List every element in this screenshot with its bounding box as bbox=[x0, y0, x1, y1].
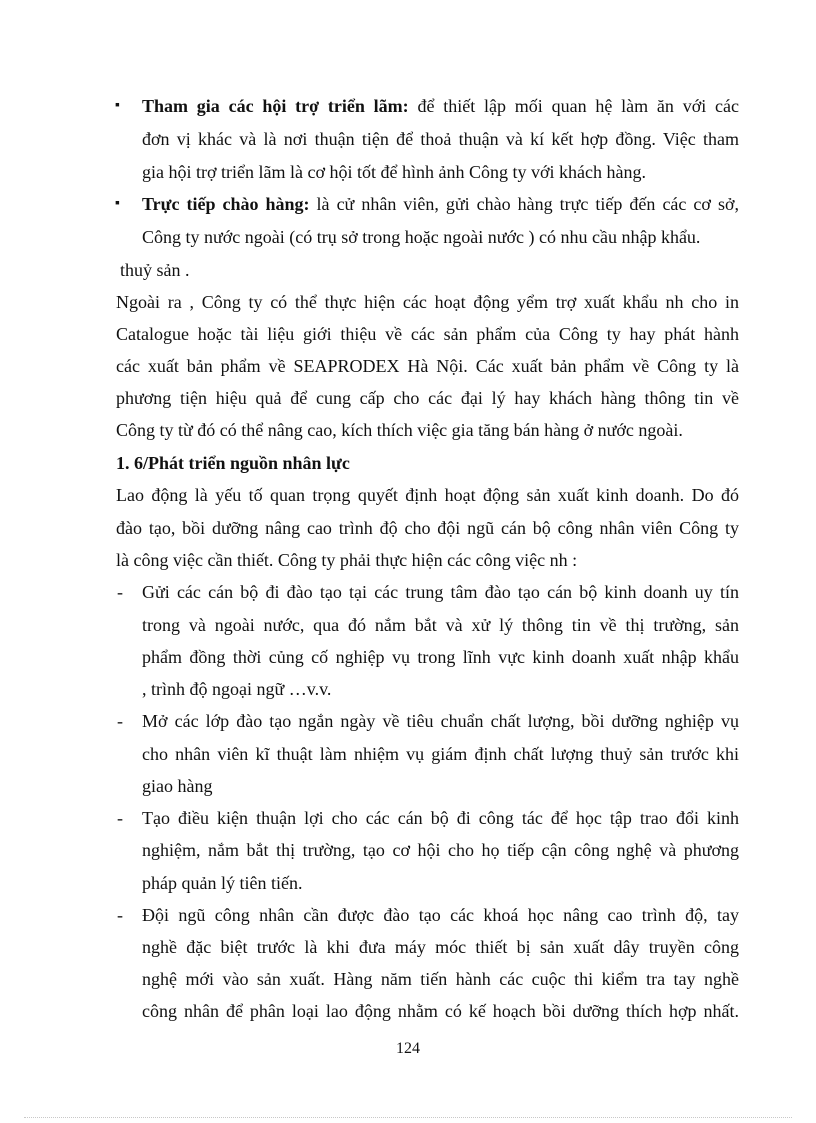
list-item-line: , trình độ ngoại ngữ …v.v. bbox=[142, 679, 332, 699]
dash-marker: - bbox=[117, 808, 123, 828]
list-item-line: cho nhân viên kĩ thuật làm nhiệm vụ giám định chất lượng thuỷ sản trước khi bbox=[142, 744, 739, 764]
section-heading: 1. 6/Phát triển nguồn nhân lực bbox=[116, 453, 350, 473]
bullet-line: gia hội trợ triển lãm là cơ hội tốt để hình ảnh Công ty với khách hàng. bbox=[142, 162, 646, 182]
list-item-line: Gửi các cán bộ đi đào tạo tại các trung tâm đào tạo cán bộ kinh doanh uy tín bbox=[142, 582, 739, 602]
list-item-line: giao hàng bbox=[142, 776, 213, 796]
paragraph-line: Lao động là yếu tố quan trọng quyết định hoạt động sản xuất kinh doanh. Do đó bbox=[116, 485, 739, 505]
paragraph-line: Công ty từ đó có thể nâng cao, kích thích việc gia tăng bán hàng ở nước ngoài. bbox=[116, 420, 683, 440]
list-item-line: Đội ngũ công nhân cần được đào tạo các khoá học nâng cao trình độ, tay bbox=[142, 905, 739, 925]
paragraph-line: là công việc cần thiết. Công ty phải thực hiện các công việc nh : bbox=[116, 550, 578, 570]
paragraph-line: các xuất bản phẩm về SEAPRODEX Hà Nội. Các xuất bản phẩm về Công ty là bbox=[116, 356, 739, 376]
bullet-line: Trực tiếp chào hàng: là cử nhân viên, gửi chào hàng trực tiếp đến các cơ sở, bbox=[142, 194, 739, 214]
paragraph-line: phương tiện hiệu quả để cung cấp cho các đại lý hay khách hàng thông tin về bbox=[116, 388, 739, 408]
bullet-marker: ▪ bbox=[115, 196, 120, 211]
dash-marker: - bbox=[117, 582, 123, 602]
bullet-line: đơn vị khác và là nơi thuận tiện để thoả thuận và kí kết hợp đồng. Việc tham bbox=[142, 129, 739, 149]
bullet-lead: Tham gia các hội trợ triển lãm: bbox=[142, 96, 409, 116]
bullet-line: Tham gia các hội trợ triển lãm: để thiết lập mối quan hệ làm ăn với các bbox=[142, 96, 739, 116]
page-number: 124 bbox=[396, 1040, 420, 1057]
paragraph-line: đào tạo, bồi dưỡng nâng cao trình độ cho đội ngũ cán bộ công nhân viên Công ty bbox=[116, 518, 739, 538]
list-item-line: trong và ngoài nước, qua đó nắm bắt và xử lý thông tin về thị trường, sản bbox=[142, 615, 739, 635]
paragraph-line: Ngoài ra , Công ty có thể thực hiện các hoạt động yểm trợ xuất khẩu nh cho in bbox=[116, 292, 739, 312]
bullet-marker: ▪ bbox=[115, 98, 120, 113]
list-item-line: nghiệm, nắm bắt thị trường, tạo cơ hội cho họ tiếp cận công nghệ và phương bbox=[142, 840, 739, 860]
bullet-lead: Trực tiếp chào hàng: bbox=[142, 194, 310, 214]
list-item-line: nghệ mới vào sản xuất. Hàng năm tiến hành các cuộc thi kiểm tra tay nghề bbox=[142, 969, 739, 989]
bullet-line: Công ty nước ngoài (có trụ sở trong hoặc ngoài nước ) có nhu cầu nhập khẩu. bbox=[142, 227, 701, 247]
paragraph-line: Catalogue hoặc tài liệu giới thiệu về các sản phẩm của Công ty hay phát hành bbox=[116, 324, 739, 344]
list-item-line: Tạo điều kiện thuận lợi cho các cán bộ đi công tác để học tập trao đổi kinh bbox=[142, 808, 739, 828]
list-item-line: nghề đặc biệt trước là khi đưa máy móc thiết bị sản xuất dây truyền công bbox=[142, 937, 739, 957]
list-item-line: pháp quản lý tiên tiến. bbox=[142, 873, 303, 893]
bullet-line: thuỷ sản . bbox=[120, 260, 190, 280]
list-item-line: Mở các lớp đào tạo ngắn ngày về tiêu chuẩn chất lượng, bồi dưỡng nghiệp vụ bbox=[142, 711, 739, 731]
dash-marker: - bbox=[117, 711, 123, 731]
list-item-line: phẩm đồng thời củng cố nghiệp vụ trong lĩnh vực kinh doanh xuất nhập khẩu bbox=[142, 647, 739, 667]
list-item-line: công nhân để phân loại lao động nhằm có kế hoạch bồi dưỡng thích hợp nhất. bbox=[142, 1001, 739, 1021]
page-bottom-divider bbox=[24, 1117, 792, 1118]
dash-marker: - bbox=[117, 905, 123, 925]
